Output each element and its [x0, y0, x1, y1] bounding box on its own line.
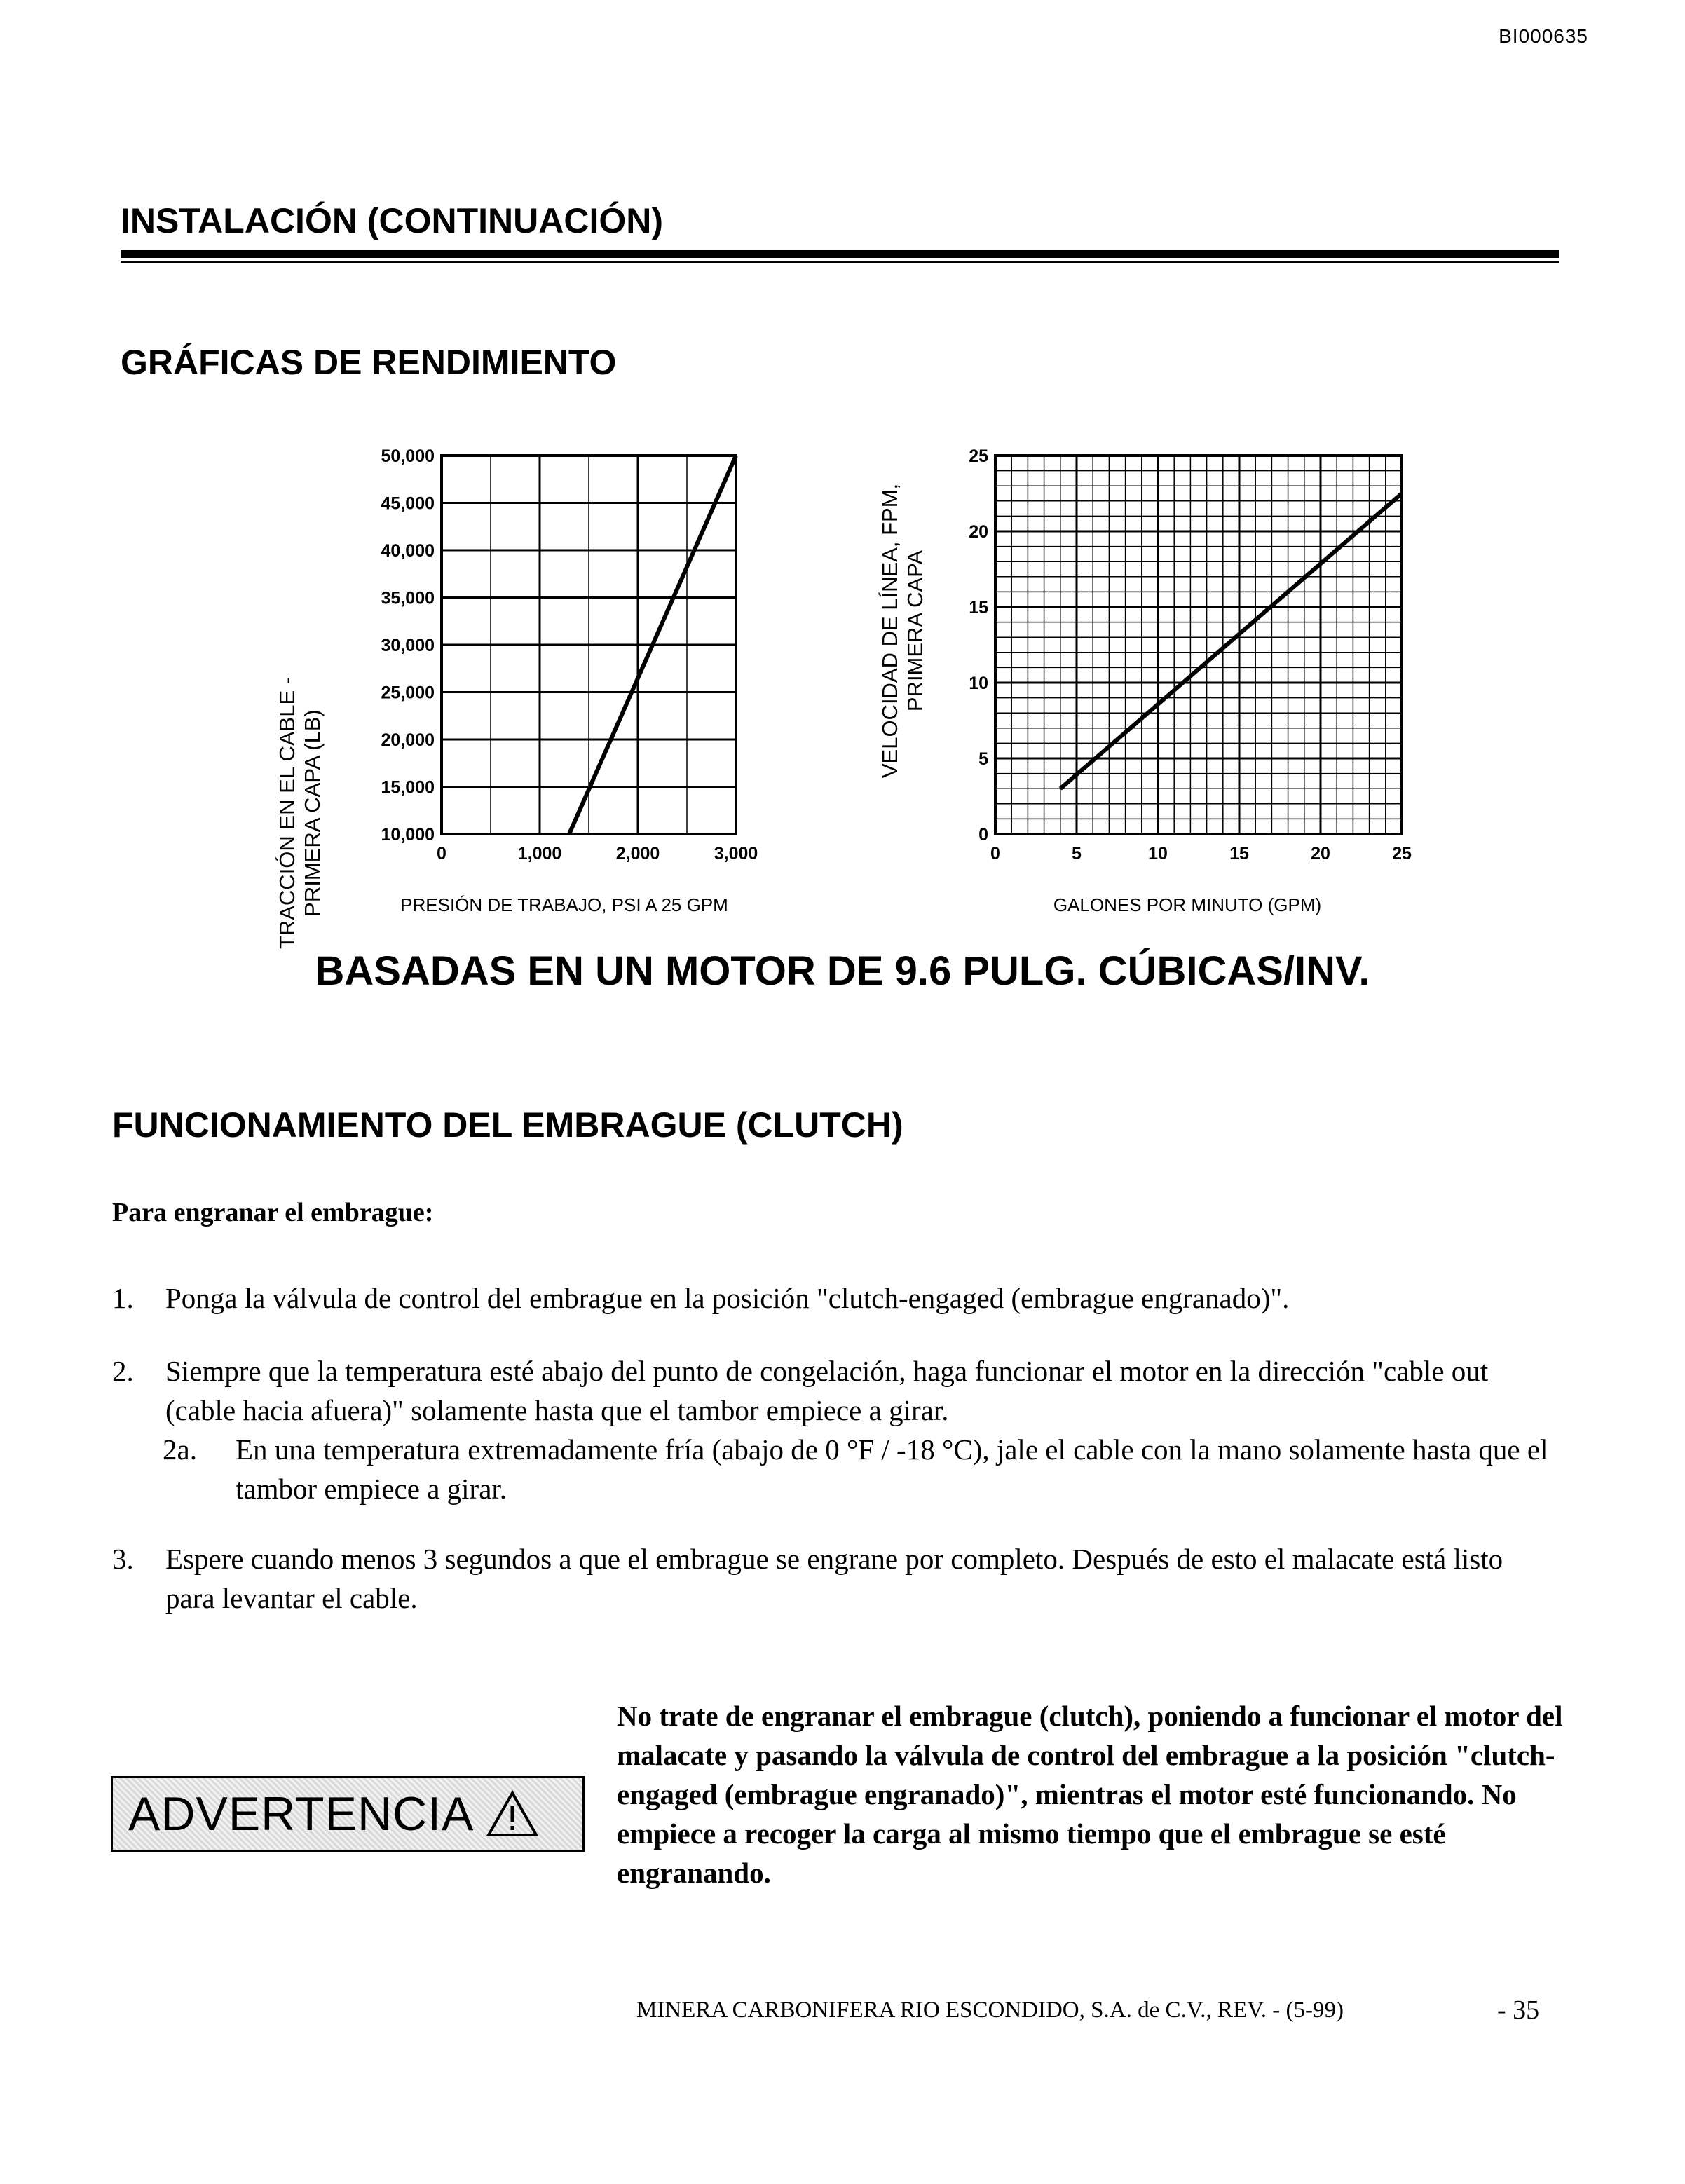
- step-number: 1.: [112, 1282, 134, 1314]
- c2-ytick-label: 25: [969, 446, 988, 466]
- chart2-series: [1060, 493, 1402, 789]
- graphs-heading: GRÁFICAS DE RENDIMIENTO: [121, 343, 617, 382]
- c2-xtick-label: 20: [1311, 844, 1330, 864]
- title-rule: [121, 250, 1559, 258]
- c1-ytick-label: 20,000: [381, 730, 435, 750]
- chart1-ylabel: [275, 677, 325, 949]
- page-number: - 35: [1497, 1995, 1540, 2025]
- c2-ytick-label: 5: [978, 749, 988, 769]
- c1-xtick-label: 3,000: [714, 844, 758, 864]
- chart1-xlabel: PRESIÓN DE TRABAJO, PSI A 25 GPM: [400, 894, 728, 915]
- warning-box: [111, 1776, 585, 1852]
- c2-plot-frame: [995, 456, 1402, 834]
- chart1-grid: [442, 456, 736, 834]
- c1-ytick-label: 25,000: [381, 683, 435, 703]
- c2-xtick-label: 10: [1148, 844, 1168, 864]
- step-2: [112, 1351, 1556, 1430]
- step-number: 2.: [112, 1355, 134, 1387]
- c1-ytick-label: 35,000: [381, 588, 435, 608]
- engage-label: Para engranar el embrague:: [112, 1198, 434, 1227]
- step-text: Espere cuando menos 3 segundos a que el embrague se engrane por completo. Después de esto el malacate está listo para levantar el cable.: [165, 1543, 1503, 1614]
- c1-xtick-label: 2,000: [615, 844, 660, 864]
- step-2a: [163, 1430, 1550, 1508]
- clutch-heading: FUNCIONAMIENTO DEL EMBRAGUE (CLUTCH): [112, 1105, 903, 1145]
- chart2-yticks: [969, 446, 988, 845]
- c1-ytick-label: 40,000: [381, 541, 435, 561]
- c1-xtick-label: 1,000: [517, 844, 562, 864]
- warning-triangle-icon: [486, 1790, 538, 1838]
- footer: MINERA CARBONIFERA RIO ESCONDIDO, S.A. de C.V., REV. - (5-99): [636, 1998, 1344, 2023]
- c1-ytick-label: 10,000: [381, 825, 435, 845]
- c1-ytick-label: 45,000: [381, 493, 435, 514]
- c2-xtick-label: 0: [990, 844, 1000, 864]
- c2-ytick-label: 15: [969, 598, 988, 617]
- chart2-xticks: [990, 844, 1412, 864]
- chart2-grid: [995, 456, 1402, 834]
- section-title: INSTALACIÓN (CONTINUACIÓN): [121, 201, 663, 240]
- c1-ytick-label: 15,000: [381, 777, 435, 798]
- warning-label: ADVERTENCIA: [128, 1787, 475, 1841]
- step-number: 2a.: [163, 1433, 197, 1466]
- c2-ytick-label: 0: [978, 825, 988, 845]
- c1-ytick-label: 30,000: [381, 636, 435, 655]
- warning-text: No trate de engranar el embrague (clutch), poniendo a funcionar el motor del malacate y pasando la válvula de control del embrague a la posición "clutch-engaged (embrague engranado)", mientras el motor esté funcionando. No empiece a recoger la carga al mismo tiempo que el embrague se esté engranando.: [617, 1700, 1563, 1889]
- chart1-ylabel-line1: TRACCIÓN EN EL CABLE -: [275, 676, 299, 950]
- c1-xtick-label: 0: [437, 844, 446, 864]
- c2-xtick-label: 15: [1229, 844, 1249, 864]
- step-number: 3.: [112, 1543, 134, 1575]
- chart-line-pull: [266, 421, 785, 950]
- step-text: Ponga la válvula de control del embrague en la posición "clutch-engaged (embrague engranado)".: [165, 1282, 1290, 1314]
- chart2-ylabel: [878, 484, 927, 778]
- step-3: [112, 1539, 1556, 1618]
- chart2-xlabel: GALONES POR MINUTO (GPM): [1053, 894, 1322, 915]
- c2-ytick-label: 20: [969, 522, 988, 542]
- chart1-yticks: [381, 446, 435, 845]
- chart1-xticks: [437, 844, 758, 864]
- document-id: BI000635: [1499, 25, 1588, 47]
- c2-series-line: [1060, 493, 1402, 789]
- step-text: En una temperatura extremadamente fría (abajo de 0 °F / -18 °C), jale el cable con la mano solamente hasta que el tambor empiece a girar.: [236, 1433, 1548, 1505]
- c2-ytick-label: 10: [969, 674, 988, 693]
- title-rule-thin: [121, 261, 1559, 263]
- c2-xtick-label: 5: [1072, 844, 1082, 864]
- c1-ytick-label: 50,000: [381, 446, 435, 466]
- c2-xtick-label: 25: [1392, 844, 1412, 864]
- chart1-ylabel-line2: PRIMERA CAPA (LB): [300, 709, 325, 917]
- step-1: [112, 1278, 1556, 1318]
- step-text: Siempre que la temperatura esté abajo del punto de congelación, haga funcionar el motor en la dirección "cable out (cable hacia afuera)" solamente hasta que el tambor empiece a girar.: [165, 1355, 1489, 1426]
- chart2-ylabel-line1: VELOCIDAD DE LÍNEA, FPM,: [878, 483, 902, 779]
- chart2-ylabel-line2: PRIMERA CAPA: [903, 550, 927, 712]
- chart-line-speed: [869, 435, 1430, 925]
- engine-note: BASADAS EN UN MOTOR DE 9.6 PULG. CÚBICAS/INV.: [315, 948, 1370, 994]
